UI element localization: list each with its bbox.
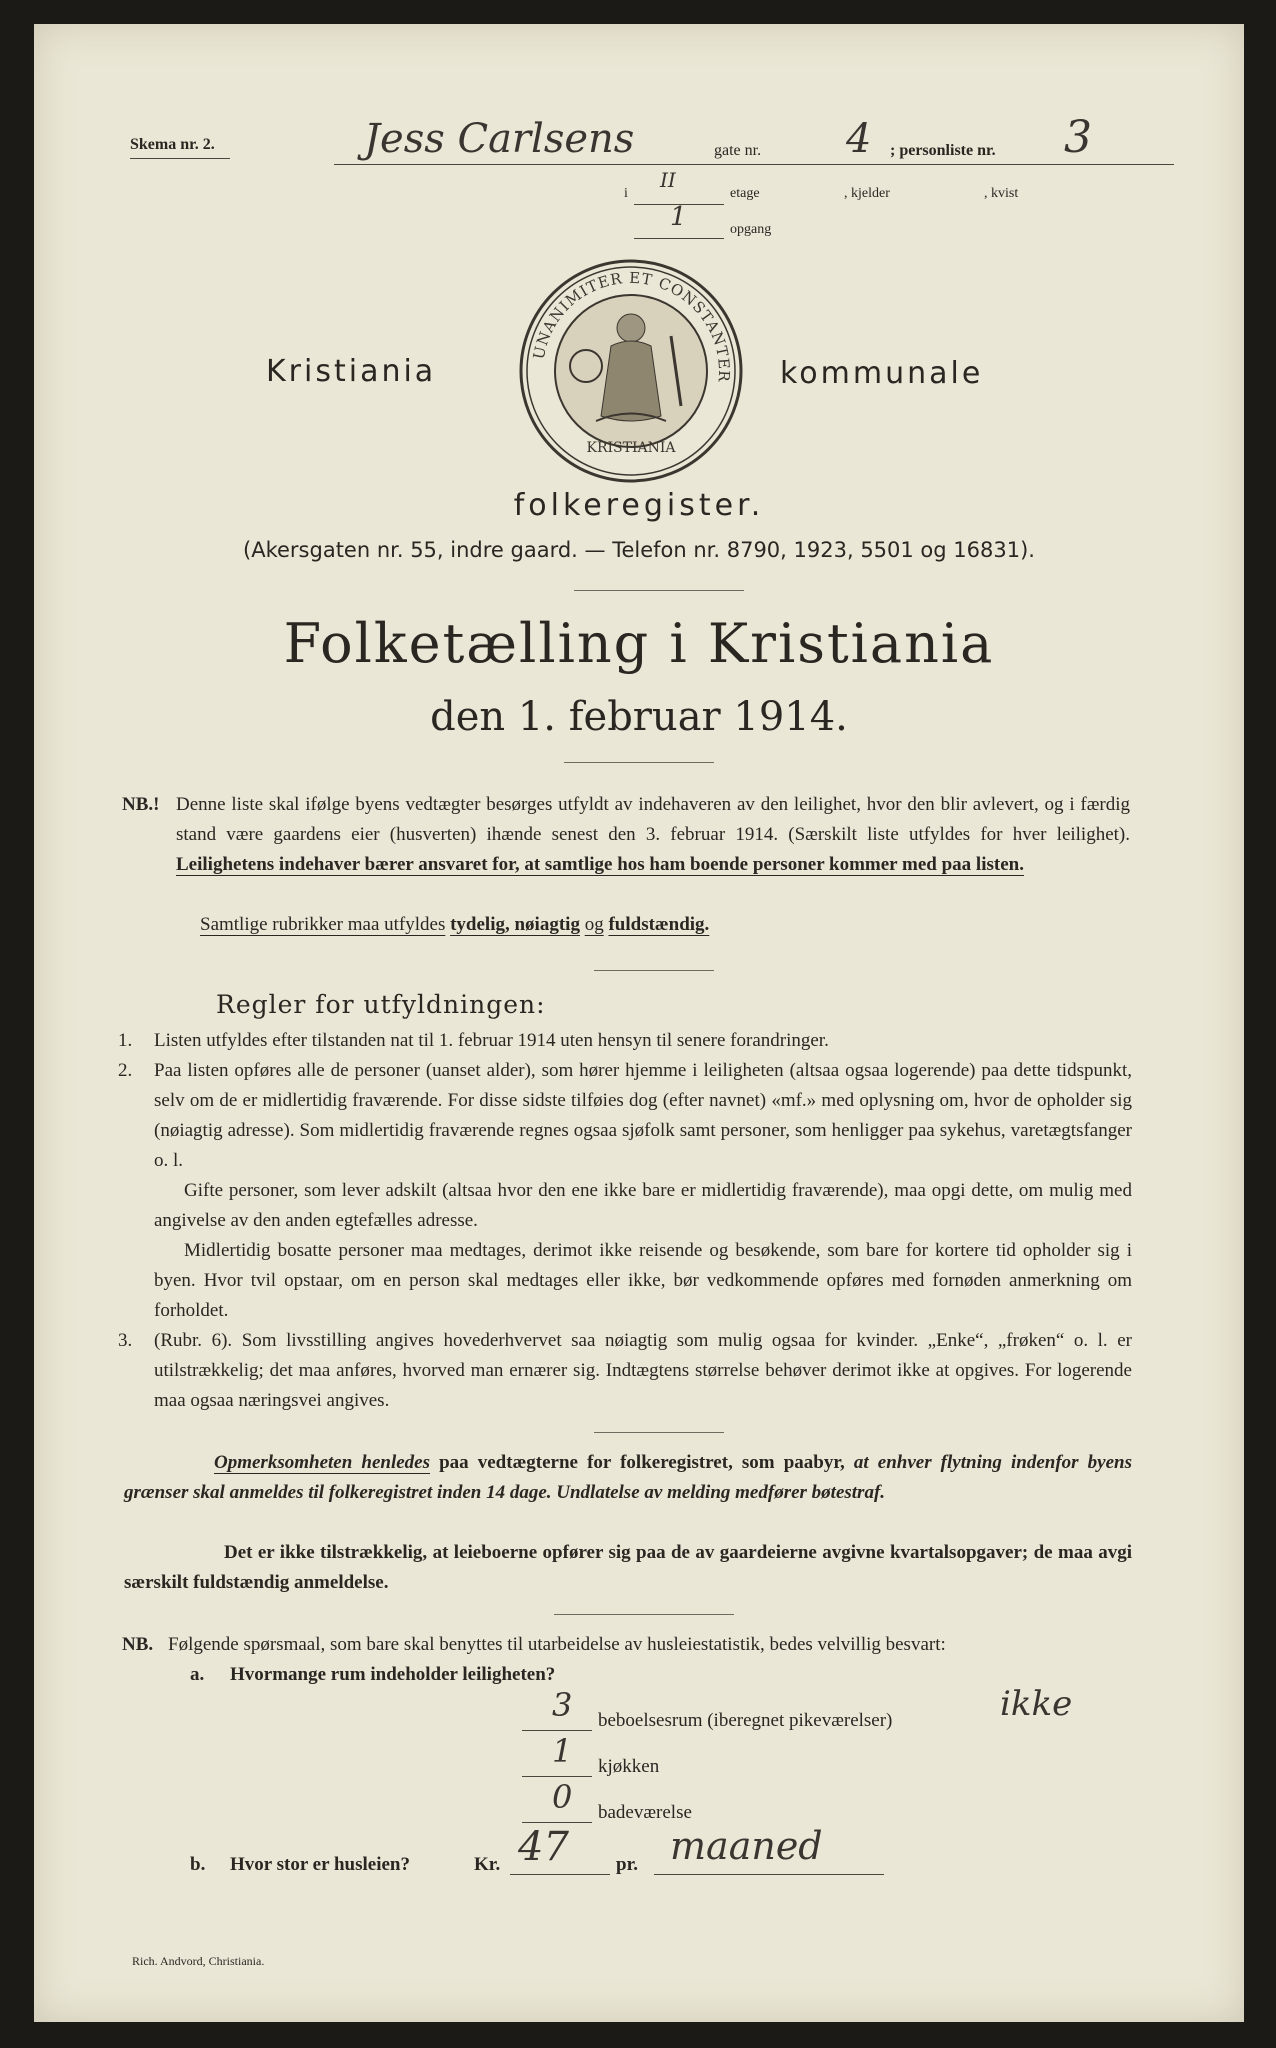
rule-3: (Rubr. 6). Som livsstilling angives hovederhvervet saa nøiagtig som mulig ogsaa for kvinder. „Enke“, „frøken“ o. l. er utilstrækkelig; det maa anføres, hvorved man ernærer sig. Indtægtens størrelse behøver derimot ikke at opgives. For logerende maa ogsaa næringsvei angives. xyxy=(154,1330,1132,1411)
skema-label: Skema nr. 2. xyxy=(130,136,215,153)
printer-credit: Rich. Andvord, Christiania. xyxy=(132,1954,265,1968)
kvist-label: , kvist xyxy=(984,186,1019,201)
kitchen-line xyxy=(522,1776,592,1777)
notice-paragraph-2: Det er ikke tilstrækkelig, at leieboerne opfører sig paa de av gaardeierne avgivne kvartalsopgaver; de maa avgi særskilt fuldstændig anmeldelse. xyxy=(124,1542,1132,1593)
notice-paragraph xyxy=(124,1448,1132,1508)
seal-bottom-text: KRISTIANIA xyxy=(586,440,676,456)
nb-text: Denne liste skal ifølge byens vedtægter besørges utfyldt av indehaveren av den leilighet, hvor den blir avlevert, og i færdig stand være gaardens eier (husverten) ihænde senest den 3. februar 1914. (Særskilt liste utfyldes for hver leilighet). xyxy=(176,794,1130,845)
rent-line xyxy=(510,1874,610,1875)
rules-heading: Regler for utfyldningen: xyxy=(216,990,546,1019)
etage-label: etage xyxy=(730,186,760,201)
rent-handwritten: 47 xyxy=(518,1824,569,1870)
rule-2c: Midlertidig bosatte personer maa medtages, derimot ikke reisende og besøkende, som bare for kortere tid opholder sig i byen. Hvor tvil opstaar, om en person skal medtages eller ikke, bør vedkommende opføres med fornøden anmerkning om forholdet. xyxy=(154,1240,1132,1321)
rooms-note-handwritten: ikke xyxy=(1000,1684,1073,1724)
office-left: Kristiania xyxy=(266,354,437,389)
nb2-d: fuldstændig. xyxy=(608,914,710,935)
divider xyxy=(564,762,714,763)
etage-handwritten: II xyxy=(660,168,676,192)
survey-intro: Følgende spørsmaal, som bare skal benyttes til utarbeidelse av husleiestatistik, bedes velvillig besvart: xyxy=(168,1634,946,1655)
i-label: i xyxy=(624,186,628,201)
city-seal-icon xyxy=(516,256,746,486)
nb-label: NB.! xyxy=(122,794,160,815)
notice-mid: paa vedtægterne for folkeregistret, som paabyr, xyxy=(439,1452,845,1473)
bath-label: badeværelse xyxy=(598,1802,692,1823)
seal-ring-text: UNANIMITER ET CONSTANTER xyxy=(529,268,734,384)
street-line xyxy=(334,164,1174,165)
period-line xyxy=(654,1874,884,1875)
pr-label: pr. xyxy=(616,1854,639,1875)
question-b-label: b. xyxy=(190,1854,206,1875)
opgang-handwritten: 1 xyxy=(670,202,687,232)
nb-bold-text: Leilighetens indehaver bærer ansvaret for, at samtlige hos ham boende personer kommer med paa listen. xyxy=(176,854,1024,875)
rule-2b: Gifte personer, som lever adskilt (altsaa hvor den ene ikke bare er midlertidig fraværende), maa opgi dette, om mulig med angivelse av den anden egtefælles adresse. xyxy=(154,1180,1132,1231)
question-a-label: a. xyxy=(190,1664,205,1685)
office-subtitle: folkeregister. xyxy=(513,488,765,523)
street-name-handwritten: Jess Carlsens xyxy=(364,116,635,162)
personliste-label: ; personliste nr. xyxy=(890,142,996,159)
office-address: (Akersgaten nr. 55, indre gaard. — Telefon nr. 8790, 1923, 5501 og 16831). xyxy=(243,538,1035,562)
rooms-line xyxy=(522,1730,592,1731)
form-title: Folketælling i Kristiania xyxy=(283,612,995,675)
opgang-line xyxy=(634,238,724,239)
question-a: Hvormange rum indeholder leiligheten? xyxy=(230,1664,556,1685)
divider xyxy=(594,970,714,971)
kitchen-label: kjøkken xyxy=(598,1756,660,1777)
personliste-number-handwritten: 3 xyxy=(1064,112,1092,163)
notice-tail: at enhver flytning indenfor byens grænser skal anmeldes til folkeregistret inden 14 dage. Undlatelse av melding medfører bøtestraf. xyxy=(124,1452,1132,1503)
notice-lead: Opmerksomheten henledes xyxy=(214,1452,430,1473)
rule-2-number: 2. xyxy=(118,1060,133,1081)
kr-label: Kr. xyxy=(474,1854,501,1875)
gate-number-handwritten: 4 xyxy=(846,116,872,162)
question-b: Hvor stor er husleien? xyxy=(230,1854,410,1875)
gate-label: gate nr. xyxy=(714,142,762,159)
rule-1-number: 1. xyxy=(118,1030,133,1051)
nb2-c: og xyxy=(584,914,604,935)
rule-3-number: 3. xyxy=(118,1330,133,1351)
rule-1: Listen utfyldes efter tilstanden nat til 1. februar 1914 uten hensyn til senere forandringer. xyxy=(154,1030,829,1051)
bath-handwritten: 0 xyxy=(552,1778,573,1816)
period-handwritten: maaned xyxy=(670,1824,823,1868)
form-date: den 1. februar 1914. xyxy=(430,694,848,740)
rule-2: Paa listen opføres alle de personer (uanset alder), som hører hjemme i leiligheten (altsaa ogsaa logerende) paa dette tidspunkt, selv om de er midlertidig fraværende. For disse sidste tilføies dog (efter navnet) «mf.» med oplysning om, hvor de opholder sig (nøiagtig adresse). Som midlertidig fraværende regnes ogsaa sjøfolk samt personer, som henligger paa sykehus, varetægtsfanger o. l. xyxy=(154,1060,1132,1171)
bath-line xyxy=(522,1822,592,1823)
kitchen-handwritten: 1 xyxy=(552,1732,573,1770)
rooms-handwritten: 3 xyxy=(552,1686,573,1724)
nb2-b: tydelig, nøiagtig xyxy=(450,914,580,935)
divider xyxy=(594,1432,724,1433)
rooms-label: beboelsesrum (iberegnet pikeværelser) xyxy=(598,1710,893,1731)
skema-underline xyxy=(130,158,230,159)
nb-paragraph xyxy=(176,790,1130,880)
office-right: kommunale xyxy=(780,356,984,391)
survey-nb-label: NB. xyxy=(122,1634,154,1655)
nb2-a: Samtlige rubrikker maa utfyldes xyxy=(200,914,446,935)
divider xyxy=(554,1614,734,1615)
nb-paragraph-2 xyxy=(200,910,1100,940)
kjelder-label: , kjelder xyxy=(844,186,890,201)
census-form xyxy=(34,24,1244,2022)
divider xyxy=(574,590,744,591)
opgang-label: opgang xyxy=(730,222,772,237)
